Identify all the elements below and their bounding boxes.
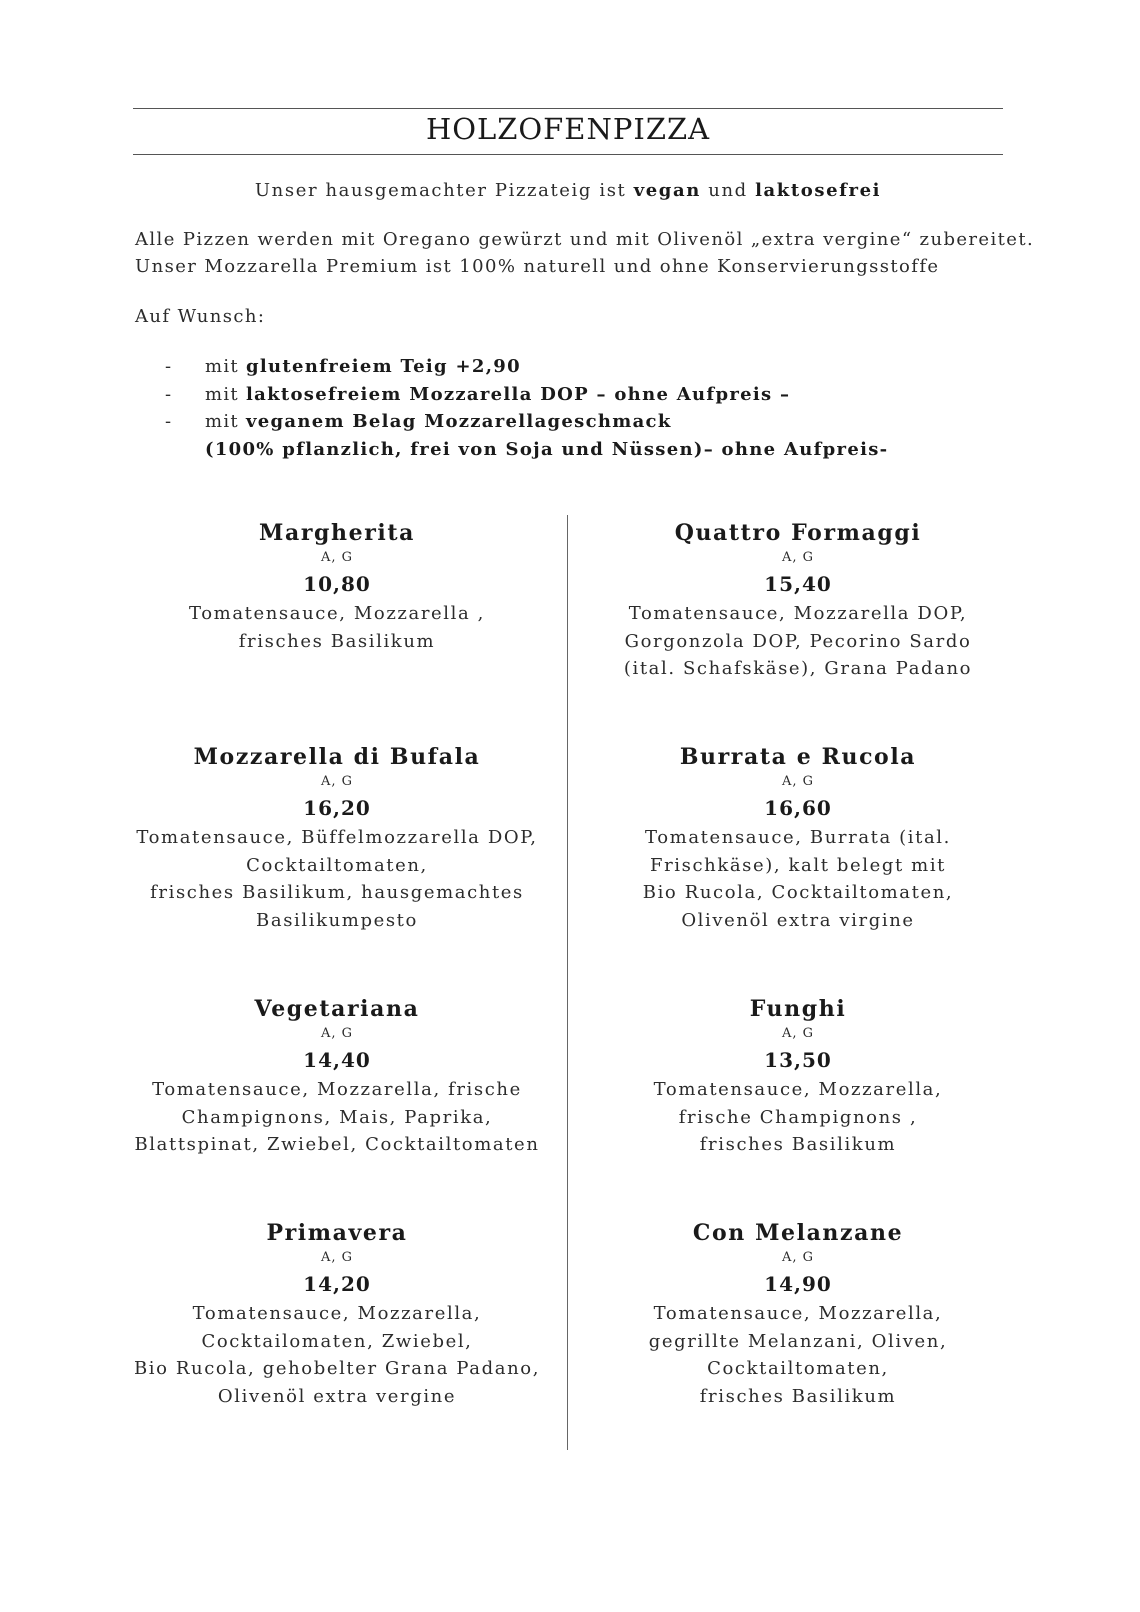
note-line: Alle Pizzen werden mit Oregano gewürzt und mit Olivenöl „extra vergine“ zubereitet. — [135, 229, 1035, 250]
intro-vegan: vegan — [633, 180, 701, 201]
on-request-label: Auf Wunsch: — [135, 306, 266, 327]
pizza-description: Tomatensauce, Burrata (ital. Frischkäse), kalt belegt mit Bio Rucola, Cocktailtomaten, Olivenöl extra virgine — [642, 827, 954, 931]
pizza-item-funghi — [578, 994, 1018, 1159]
pizza-allergens: A, G — [320, 1250, 354, 1265]
pizza-name: Primavera — [266, 1220, 408, 1246]
dough-intro — [133, 180, 1003, 201]
pizza-name: Funghi — [749, 996, 847, 1022]
pizza-allergens: A, G — [320, 1026, 354, 1041]
pizza-price: 14,40 — [303, 1048, 371, 1072]
pizza-allergens: A, G — [781, 774, 815, 789]
pizza-description: Tomatensauce, Mozzarella, frische Champignons , frisches Basilikum — [653, 1079, 943, 1155]
title-rule-top — [133, 108, 1003, 109]
pizza-allergens: A, G — [781, 550, 815, 565]
pizza-name: Mozzarella di Bufala — [193, 744, 481, 770]
pizza-allergens: A, G — [781, 1250, 815, 1265]
pizza-allergens: A, G — [320, 550, 354, 565]
option-item: (100% pflanzlich, frei von Soja und Nüssen)– ohne Aufpreis- — [205, 438, 889, 460]
pizza-description: Tomatensauce, Büffelmozzarella DOP, Cocktailtomaten, frisches Basilikum, hausgemachtes Basilikumpesto — [136, 827, 538, 931]
pizza-price: 16,60 — [764, 796, 832, 820]
pizza-price: 10,80 — [303, 572, 371, 596]
pizza-price: 13,50 — [764, 1048, 832, 1072]
option-list — [165, 353, 888, 463]
column-divider — [567, 515, 568, 1450]
option-item: - mit veganem Belag Mozzarellageschmack — [165, 411, 672, 432]
pizza-item-quattro-formaggi — [578, 518, 1018, 683]
pizza-description: Tomatensauce, Mozzarella , frisches Basilikum — [189, 603, 485, 652]
pizza-item-vegetariana — [117, 994, 557, 1159]
pizza-name: Quattro Formaggi — [674, 520, 922, 546]
pizza-name: Burrata e Rucola — [679, 744, 917, 770]
pizza-name: Con Melanzane — [692, 1220, 904, 1246]
pizza-item-margherita — [117, 518, 557, 655]
pizza-price: 14,20 — [303, 1272, 371, 1296]
pizza-price: 14,90 — [764, 1272, 832, 1296]
pizza-item-primavera — [117, 1218, 557, 1410]
page-title: HOLZOFENPIZZA — [425, 112, 711, 146]
intro-and: und — [700, 180, 756, 201]
pizza-item-con-melanzane — [578, 1218, 1018, 1410]
pizza-description: Tomatensauce, Mozzarella, frische Champignons, Mais, Paprika, Blattspinat, Zwiebel, Cocktailtomaten — [134, 1079, 540, 1155]
title-rule-bottom — [133, 154, 1003, 155]
pizza-allergens: A, G — [320, 774, 354, 789]
option-item: - mit glutenfreiem Teig +2,90 — [165, 356, 521, 377]
pizza-price: 15,40 — [764, 572, 832, 596]
pizza-description: Tomatensauce, Mozzarella, Cocktailomaten, Zwiebel, Bio Rucola, gehobelter Grana Padano, Olivenöl extra vergine — [133, 1303, 541, 1407]
pizza-price: 16,20 — [303, 796, 371, 820]
note-line: Unser Mozzarella Premium ist 100% naturell und ohne Konservierungsstoffe — [135, 256, 940, 277]
intro-lactose: laktosefrei — [755, 180, 882, 201]
pizza-item-burrata-e-rucola — [578, 742, 1018, 934]
pizza-description: Tomatensauce, Mozzarella DOP, Gorgonzola DOP, Pecorino Sardo (ital. Schafskäse), Grana Padano — [623, 603, 973, 679]
pizza-allergens: A, G — [781, 1026, 815, 1041]
pizza-name: Margherita — [259, 520, 415, 546]
pizza-description: Tomatensauce, Mozzarella, gegrillte Melanzani, Oliven, Cocktailtomaten, frisches Basilikum — [648, 1303, 948, 1407]
pizza-item-mozzarella-di-bufala — [117, 742, 557, 934]
preparation-note — [135, 226, 1035, 280]
option-item: - mit laktosefreiem Mozzarella DOP – ohne Aufpreis – — [165, 383, 791, 405]
pizza-name: Vegetariana — [254, 996, 420, 1022]
intro-prefix: Unser hausgemachter Pizzateig ist — [254, 180, 634, 201]
